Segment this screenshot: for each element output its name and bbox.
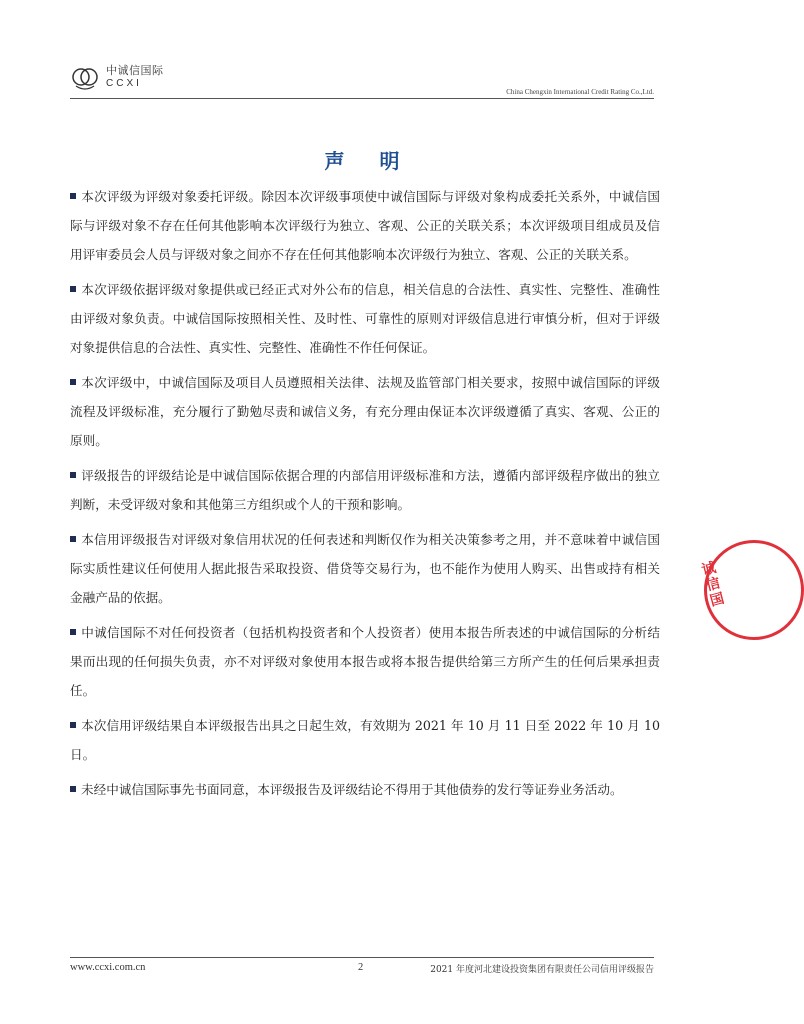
declaration-paragraph	[70, 461, 660, 519]
square-bullet-icon	[70, 379, 76, 385]
ccxi-logo-icon	[70, 62, 100, 92]
header-divider	[70, 98, 654, 99]
company-logo	[70, 62, 164, 92]
paragraph-text: 本次信用评级结果自本评级报告出具之日起生效，有效期为 2021 年 10 月 11 日至 2022 年 10 月 10 日。	[70, 718, 660, 762]
page-title: 声 明	[324, 149, 414, 173]
square-bullet-icon	[70, 786, 76, 792]
paragraph-text: 未经中诚信国际事先书面同意，本评级报告及评级结论不得用于其他债券的发行等证券业务活动。	[81, 782, 623, 797]
seal-text: 诚信国	[700, 559, 727, 610]
square-bullet-icon	[70, 722, 76, 728]
declaration-paragraph	[70, 618, 660, 705]
page-number: 2	[358, 962, 364, 973]
square-bullet-icon	[70, 286, 76, 292]
footer-report-title: 2021 年度河北建设投资集团有限责任公司信用评级报告	[430, 965, 654, 975]
declaration-paragraph	[70, 275, 660, 362]
paragraph-text: 本信用评级报告对评级对象信用状况的任何表述和判断仅作为相关决策参考之用，并不意味着中诚信国际实质性建议任何使用人据此报告采取投资、借贷等交易行为，也不能作为使用人购买、出售或持有相关金融产品的依据。	[70, 532, 660, 605]
paragraph-text: 评级报告的评级结论是中诚信国际依据合理的内部信用评级标准和方法，遵循内部评级程序做出的独立判断，未受评级对象和其他第三方组织或个人的干预和影响。	[70, 468, 660, 512]
paragraph-text: 中诚信国际不对任何投资者（包括机构投资者和个人投资者）使用本报告所表述的中诚信国际的分析结果而出现的任何损失负责，亦不对评级对象使用本报告或将本报告提供给第三方所产生的任何后果承担责任。	[70, 625, 660, 698]
paragraph-text: 本次评级依据评级对象提供或已经正式对外公布的信息，相关信息的合法性、真实性、完整性、准确性由评级对象负责。中诚信国际按照相关性、及时性、可靠性的原则对评级信息进行审慎分析，但对于评级对象提供信息的合法性、真实性、完整性、准确性不作任何保证。	[70, 282, 660, 355]
paragraph-text: 本次评级中，中诚信国际及项目人员遵照相关法律、法规及监管部门相关要求，按照中诚信国际的评级流程及评级标准，充分履行了勤勉尽责和诚信义务，有充分理由保证本次评级遵循了真实、客观、公正的原则。	[70, 375, 660, 448]
footer-divider	[70, 957, 654, 958]
declaration-paragraph	[70, 182, 660, 269]
footer-website: www.ccxi.com.cn	[70, 962, 146, 973]
logo-english-name: CCXI	[106, 78, 142, 89]
declaration-paragraph	[70, 775, 660, 804]
square-bullet-icon	[70, 193, 76, 199]
declaration-body	[70, 182, 660, 810]
declaration-paragraph	[70, 711, 660, 769]
square-bullet-icon	[70, 629, 76, 635]
declaration-paragraph	[70, 368, 660, 455]
declaration-paragraph	[70, 525, 660, 612]
square-bullet-icon	[70, 472, 76, 478]
paragraph-text: 本次评级为评级对象委托评级。除因本次评级事项使中诚信国际与评级对象构成委托关系外，中诚信国际与评级对象不存在任何其他影响本次评级行为独立、客观、公正的关联关系；本次评级项目组成员及信用评审委员会人员与评级对象之间亦不存在任何其他影响本次评级行为独立、客观、公正的关联关系。	[70, 189, 660, 262]
header-company-english: China Chengxin International Credit Rating Co.,Ltd.	[506, 88, 654, 96]
logo-chinese-name: 中诚信国际	[106, 64, 164, 77]
square-bullet-icon	[70, 536, 76, 542]
